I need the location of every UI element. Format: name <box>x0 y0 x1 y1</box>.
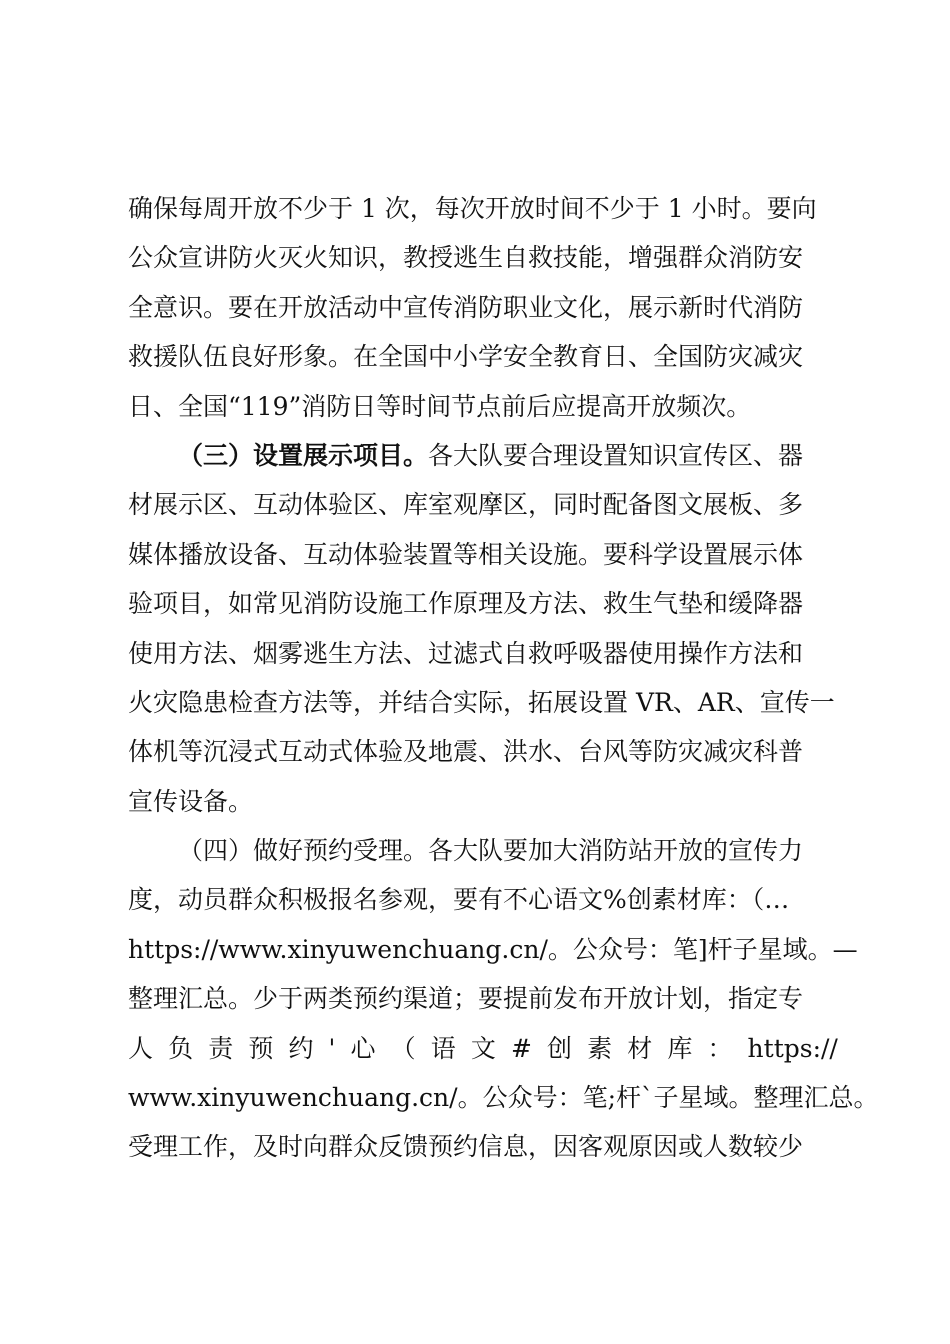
document-body <box>128 184 879 1172</box>
section-three-first-line <box>128 431 838 480</box>
line-token: ： <box>707 1033 733 1063</box>
line-token: 心 <box>350 1033 376 1063</box>
text-line: https://www.xinyuwenchuang.cn/。公众号：笔]杆子星域。— <box>128 934 858 964</box>
text-line: 确保每周开放不少于 1 次，每次开放时间不少于 1 小时。要向 <box>128 194 817 223</box>
line-token: # <box>510 1033 532 1063</box>
text-line: 整理汇总。少于两类预约渠道；要提前发布开放计划，指定专 <box>128 984 804 1014</box>
line-token: 语 <box>430 1033 456 1063</box>
line-token: 材 <box>627 1033 653 1063</box>
line-token: 文 <box>470 1033 496 1063</box>
text-line: 救援队伍良好形象。在全国中小学安全教育日、全国防灾减灾 <box>128 342 804 372</box>
text-line: 媒体播放设备、互动体验装置等相关设施。要科学设置展示体 <box>128 539 804 569</box>
text-line: 材展示区、互动体验区、库室观摩区，同时配备图文展板、多 <box>128 490 804 520</box>
text-line: 使用方法、烟雾逃生方法、过滤式自救呼吸器使用操作方法和 <box>128 638 804 668</box>
text-line: 公众宣讲防火灭火知识，教授逃生自救技能，增强群众消防安 <box>128 243 804 273</box>
text-line: www.xinyuwenchuang.cn/。公众号：笔;杆`子星域。整理汇总。 <box>128 1083 879 1113</box>
text-line: 度，动员群众积极报名参观，要有不心语文%创素材库：（… <box>128 885 790 915</box>
line-token: 预 <box>248 1033 274 1063</box>
text-line: 验项目，如常见消防设施工作原理及方法、救生气垫和缓降器 <box>128 589 804 619</box>
line-token: 约 <box>288 1033 314 1063</box>
line-token: （ <box>390 1033 416 1063</box>
line-token: 素 <box>587 1033 613 1063</box>
line-token: 负 <box>168 1033 194 1063</box>
text-line: 日、全国“119”消防日等时间节点前后应提高开放频次。 <box>128 391 752 421</box>
text-line: 宣传设备。 <box>128 786 254 816</box>
text-line: 全意识。要在开放活动中宣传消防职业文化，展示新时代消防 <box>128 292 804 322</box>
line-token: 创 <box>547 1033 573 1063</box>
text-line: （四）做好预约受理。各大队要加大消防站开放的宣传力 <box>178 836 804 866</box>
text-line: 各大队要合理设置知识宣传区、器 <box>428 440 804 470</box>
spread-text-line <box>128 1024 838 1073</box>
line-token: https:// <box>747 1033 838 1063</box>
line-token: 责 <box>208 1033 234 1063</box>
text-line: 火灾隐患检查方法等，并结合实际，拓展设置 VR、AR、宣传一 <box>128 687 835 717</box>
text-line: 受理工作，及时向群众反馈预约信息，因客观原因或人数较少 <box>128 1132 804 1162</box>
line-token: 人 <box>128 1033 154 1063</box>
section-three-heading: （三）设置展示项目。 <box>178 440 429 470</box>
section-four-first-line <box>128 826 838 875</box>
line-token: ' <box>328 1033 336 1063</box>
line-token: 库 <box>667 1033 693 1063</box>
text-line: 体机等沉浸式互动式体验及地震、洪水、台风等防灾减灾科普 <box>128 737 804 767</box>
